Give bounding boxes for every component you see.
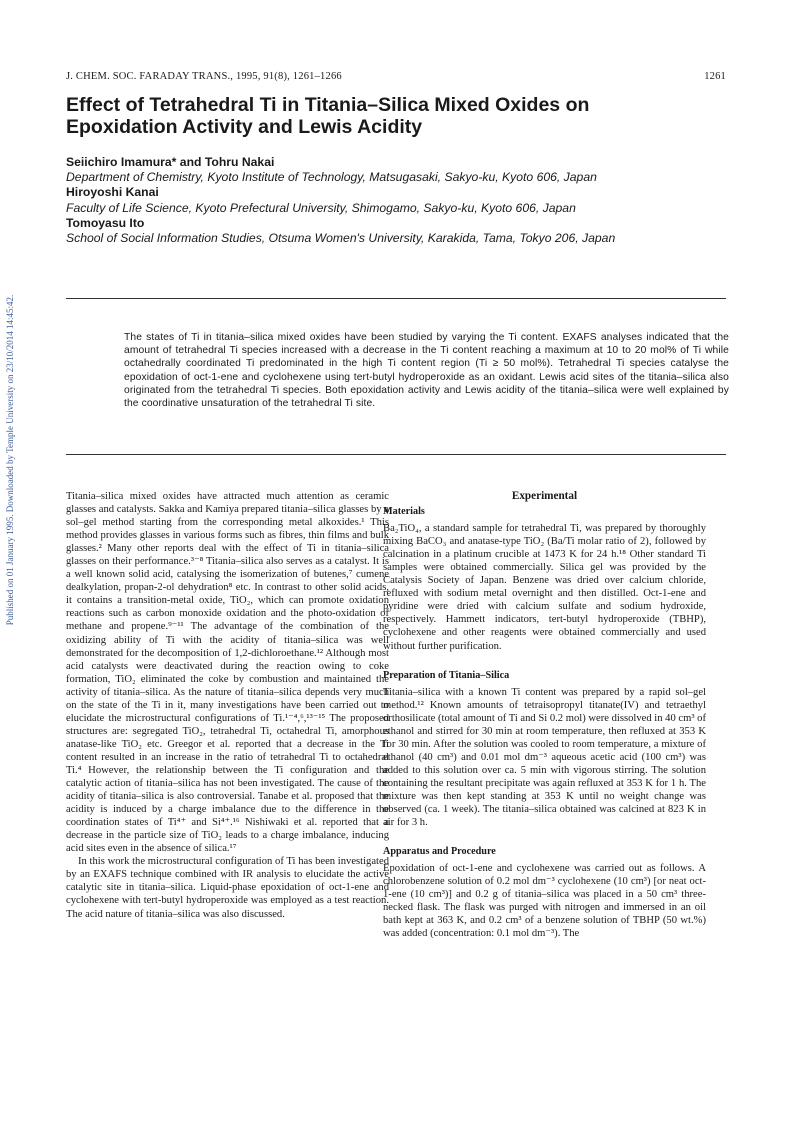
preparation-paragraph: Titania–silica with a known Ti content was prepared by a rapid sol–gel method.¹² Known amounts of tetraisopropyl titanate(IV) and tetraethyl orthosilicate (total amount of Ti and Si 0.2 mol) were dissolved in 40 cm³ of ethanol and stirred for 30 min at room temperature, then refluxed at 353 K for 30 min. After the solution was cooled to room temperature, a mixture of ethanol (40 cm³) and 0.01 mol dm⁻³ aqueous acetic acid (100 cm³) was added to this solution over ca. 5 min with vigorous stirring. The solution containing the resultant precipitate was again refluxed at 353 K for 1 h. The mixture was then kept standing at 353 K until no weight change was observed (ca. 1 week). The titania–silica obtained was calcined at 823 K in air for 3 h. bbox=[383, 686, 707, 829]
running-head bbox=[66, 71, 726, 87]
right-column bbox=[383, 490, 706, 940]
author-name: Tomoyasu Ito bbox=[66, 215, 145, 230]
download-watermark bbox=[3, 270, 17, 650]
materials-paragraph: Ba₂TiO₄, a standard sample for tetrahedral Ti, was prepared by thoroughly mixing BaCO₃ and anatase-type TiO₂ (Ba/Ti molar ratio of 2), followed by calcination in a platinum crucible at 1473 K for 24 h.¹⁸ Other standard Ti samples were obtained commercially. Silica gel was provided by the Catalysis Society of Japan. Benzene was dried over calcium chloride, refluxed with sodium metal overnight and then distilled. Oct-1-ene and pyridine were dried with calcium sulfate and sodium hydroxide, respectively. Hammett indicators, tert-butyl hydroperoxide (TBHP), cyclohexene and other reagents were obtained commercially and used without further purification. bbox=[383, 523, 706, 652]
paper-title: Effect of Tetrahedral Ti in Titania–Silica Mixed Oxides on Epoxidation Activity and Lewis Acidity bbox=[66, 94, 590, 138]
author-affiliation: Faculty of Life Science, Kyoto Prefectural University, Shimogamo, Sakyo-ku, Kyoto 606, Japan bbox=[66, 200, 576, 215]
abstract-bottom-rule bbox=[66, 454, 726, 455]
subsection-heading-materials: Materials bbox=[383, 506, 425, 518]
subsection-heading-apparatus: Apparatus and Procedure bbox=[383, 846, 496, 858]
abstract-top-rule bbox=[66, 298, 726, 299]
author-affiliation: Department of Chemistry, Kyoto Institute of Technology, Matsugasaki, Sakyo-ku, Kyoto 606, Japan bbox=[66, 170, 597, 185]
subsection-heading-preparation: Preparation of Titania–Silica bbox=[383, 669, 510, 681]
author-block bbox=[66, 155, 746, 246]
abstract: The states of Ti in titania–silica mixed oxides have been studied by varying the Ti content. EXAFS analyses indicated that the amount of tetrahedral Ti species increased with a decrease in the Ti content reaching a maximum at 10 to 20 mol% of Ti while octahedrally coordinated Ti predominated in the high Ti content region (Ti ≥ 50 mol%). Tetrahedral Ti species catalyse the epoxidation of oct-1-ene and cyclohexene using tert-butyl hydroperoxide as an oxidant. Lewis acid sites of the titania–silica also originated from the tetrahedral Ti species. Both epoxidation activity and Lewis acidity of the titania–silica were well explained by the coordinative unsaturation of the tetrahedral Ti site. bbox=[124, 332, 729, 410]
author-affiliation: School of Social Information Studies, Otsuma Women's University, Karakida, Tama, Tokyo 206, Japan bbox=[66, 231, 616, 246]
page-number: 1261 bbox=[704, 71, 726, 82]
left-column bbox=[66, 490, 389, 921]
download-note-text: Published on 01 January 1995. Downloaded by Temple University on 23/10/2014 14:45:42. bbox=[5, 294, 15, 626]
intro-paragraph: Titania–silica mixed oxides have attracted much attention as ceramic glasses and catalysts. Sakka and Kamiya prepared titania–silica glasses by a sol–gel method starting from the corresponding metal alkoxides.¹ This method provides glasses in various forms such as fibres, thin films and bulk glasses.² Many other reports deal with the effect of Ti in titania–silica glasses on their performance.³⁻⁸ Titania–silica also serves as a catalyst. It is a well known solid acid, catalysing the isomerization of butenes,⁷ cumene dealkylation, propan-2-ol dehydration⁸ etc. In contrast to other solid acids, it contains a transition-metal oxide, TiO₂, which can promote oxidation reactions such as carbon monoxide oxidation and the photo-oxidation of methane and propene.⁹⁻¹¹ The advantage of the combination of the oxidizing ability of Ti with the acidity of titania–silica was well demonstrated for the decomposition of 1,2-dichloroethane.¹² Although most acid catalysts were deactivated during the reaction owing to coke formation, TiO₂ eliminated the coke by combustion and maintained the activity of titania–silica. As the nature of titania–silica depends very much on the state of the Ti in it, many investigations have been carried out to elucidate the microstructural configurations of Ti.¹⁻⁴,⁶,¹³⁻¹⁵ The proposed structures are: segregated TiO₂, tetrahedral Ti, octahedral Ti, amorphous anatase-like TiO₂ etc. Greegor et al. reported that a decrease in the Ti content resulted in an increase in the ratio of tetrahedral Ti to octahedral Ti.⁴ However, the relationship between the Ti configuration and the catalytic action of titania–silica has not been investigated. The cause of the acidity of titania–silica is also controversial. Tanabe et al. proposed that the acidity is induced by a charge imbalance due to the difference in the coordination states of Ti⁴⁺ and Si⁴⁺.¹⁶ Nishiwaki et al. reported that a decrease in the particle size of TiO₂ leads to a charge imbalance, inducing acid sites even in the absence of silica.¹⁷ bbox=[66, 491, 389, 855]
section-heading-experimental: Experimental bbox=[511, 490, 578, 502]
author-name: Hiroyoshi Kanai bbox=[66, 185, 159, 200]
apparatus-paragraph: Epoxidation of oct-1-ene and cyclohexene was carried out as follows. A chlorobenzene solution of 0.2 mol dm⁻³ cyclohexene (10 cm³) [or neat oct-1-ene (10 cm³)] and 0.2 g of titania–silica was placed in a 50 cm³ three-necked flask. The flask was purged with nitrogen and immersed in an oil bath kept at 363 K, and 0.2 cm³ of a benzene solution of TBHP (50 wt.%) was added (concentration: 0.1 mol dm⁻³). The bbox=[383, 863, 706, 940]
journal-citation: J. CHEM. SOC. FARADAY TRANS., 1995, 91(8), 1261–1266 bbox=[66, 71, 342, 82]
intro-paragraph: In this work the microstructural configuration of Ti has been investigated by an EXAFS technique combined with IR analysis to elucidate the active catalytic site in titania–silica. Liquid-phase epoxidation of oct-1-ene and cyclohexene with tert-butyl hydroperoxide was employed as a test reaction. The acid nature of titania–silica was also discussed. bbox=[66, 856, 389, 920]
author-name: Seiichiro Imamura* and Tohru Nakai bbox=[66, 155, 275, 169]
